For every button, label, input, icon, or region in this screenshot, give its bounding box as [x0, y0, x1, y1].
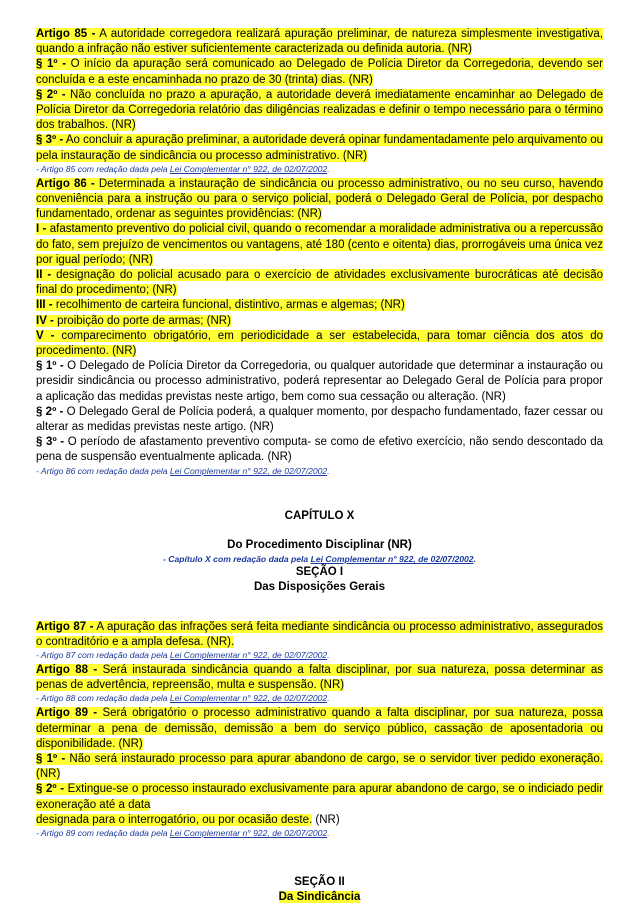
- note-text: .: [327, 465, 330, 476]
- item-text: proibição do porte de armas; (NR): [53, 314, 231, 327]
- law-link[interactable]: Lei Complementar n° 922, de 02/07/2002: [310, 554, 474, 565]
- article-85: [36, 27, 603, 57]
- article-89: [36, 706, 603, 752]
- section-2-subtitle-text: Da Sindicância: [278, 891, 361, 904]
- item-head: II -: [36, 269, 52, 282]
- paragraph-head: § 3º -: [36, 134, 64, 147]
- article-86-item-i: [36, 222, 603, 268]
- paragraph-head: § 3º -: [36, 436, 65, 449]
- note-text: - Artigo 89 com redação dada pela: [36, 827, 170, 838]
- article-88-note: [36, 693, 603, 704]
- article-89-note: [36, 828, 603, 839]
- spacer: [36, 524, 603, 538]
- paragraph-text: designada para o interrogatório, ou por ocasião deste.: [36, 813, 313, 826]
- item-text: afastamento preventivo do policial civil, quando o recomendar a moralidade administrativa ou a repercussão do fato, sem prejuízo de vencimentos ou vantagens, até 180 (cento e oitenta) dias, prorrogáveis uma única vez por igual período; (NR): [36, 223, 603, 266]
- article-87-head: Artigo 87 -: [36, 620, 94, 633]
- article-85-head: Artigo 85 -: [36, 28, 96, 40]
- paragraph-head: § 1º -: [36, 360, 64, 373]
- article-87-text: A apuração das infrações será feita mediante sindicância ou processo administrativo, assegurados o contraditório e a ampla defesa. (NR).: [36, 620, 603, 648]
- note-text: - Artigo 86 com redação dada pela: [36, 465, 170, 476]
- note-text: .: [327, 649, 330, 660]
- law-link[interactable]: Lei Complementar n° 922, de 02/07/2002: [169, 827, 328, 838]
- item-head: IV -: [36, 314, 54, 327]
- note-text: .: [327, 827, 330, 838]
- item-text: designação do policial acusado para o exercício de atividades exclusivamente burocráticas até decisão final do procedimento; (NR): [36, 269, 603, 297]
- spacer: [36, 841, 603, 875]
- paragraph-text: O Delegado Geral de Polícia poderá, a qualquer momento, por despacho fundamentado, fazer cessar ou alterar as medidas previstas neste artigo. (NR): [36, 405, 603, 434]
- article-86-item-iv: [36, 314, 603, 329]
- article-86: [36, 177, 603, 223]
- note-text: .: [473, 554, 476, 565]
- article-88-head: Artigo 88 -: [36, 663, 98, 676]
- note-text: - Artigo 88 com redação dada pela: [36, 693, 170, 704]
- section-1-subtitle: Das Disposições Gerais: [253, 581, 386, 594]
- article-89-text: Será obrigatório o processo administrativo quando a falta disciplinar, por sua natureza, possa determinar a pena de demissão, demissão a bem do serviço público, cassação de aposentadoria ou disponibilidade. (NR): [36, 707, 603, 750]
- paragraph-text: Não será instaurado processo para apurar abandono de cargo, se o servidor tiver pedido exoneração. (NR): [36, 752, 604, 781]
- article-86-item-ii: [36, 268, 603, 298]
- article-86-note: [36, 466, 603, 477]
- paragraph-head: § 2º -: [36, 405, 64, 418]
- section-2-title: SEÇÃO II: [294, 875, 345, 888]
- article-89-paragraph-2: [36, 782, 603, 828]
- article-85-note: [36, 164, 603, 175]
- article-87: [36, 620, 603, 650]
- paragraph-text: O período de afastamento preventivo computa- se como de efetivo exercício, não sendo descontado da pena de suspensão eventualmente aplicada. (NR): [36, 436, 603, 464]
- article-86-item-iii: [36, 298, 603, 313]
- law-link[interactable]: Lei Complementar n° 922, de 02/07/2002: [169, 693, 328, 704]
- item-head: V -: [36, 329, 55, 342]
- note-text: - Artigo 85 com redação dada pela: [36, 163, 170, 174]
- note-text: .: [327, 693, 330, 704]
- law-link[interactable]: Lei Complementar n° 922, de 02/07/2002: [169, 163, 328, 174]
- article-86-paragraph-3: [36, 435, 603, 465]
- spacer: [36, 596, 603, 620]
- document-content: [36, 27, 603, 905]
- note-text: - Artigo 87 com redação dada pela: [36, 649, 170, 660]
- article-88: [36, 663, 603, 693]
- article-85-paragraph-3: [36, 133, 603, 163]
- article-89-head: Artigo 89 -: [36, 707, 98, 720]
- chapter-note: [36, 553, 603, 565]
- item-text: recolhimento de carteira funcional, distintivo, armas e algemas; (NR): [52, 299, 405, 312]
- paragraph-text: Não concluída no prazo a apuração, a autoridade deverá imediatamente encaminhar ao Delegado de Polícia Diretor da Corregedoria relatório das diligências realizadas e definir o tempo necessário para o término dos trabalhos. (NR): [36, 88, 603, 132]
- note-text: .: [327, 163, 330, 174]
- article-86-text: Determinada a instauração de sindicância ou processo administrativo, ou no seu curso, havendo conveniência para a instrução ou para o serviço policial, poderá o Delegado Geral de Polícia, por despacho fundamentado, ordenar as seguintes providências: (NR): [36, 177, 603, 221]
- article-86-paragraph-2: [36, 405, 603, 435]
- paragraph-tail: (NR): [312, 813, 340, 826]
- article-86-head: Artigo 86 -: [36, 177, 95, 190]
- article-86-paragraph-1: [36, 359, 603, 405]
- article-85-paragraph-2: [36, 88, 603, 134]
- article-89-paragraph-1: [36, 752, 603, 782]
- paragraph-text: O início da apuração será comunicado ao Delegado de Polícia Diretor da Corregedoria, devendo ser concluída e a este encaminhada no prazo de 30 (trinta) dias. (NR): [36, 58, 603, 86]
- paragraph-head: § 2º -: [36, 88, 66, 101]
- article-85-text: A autoridade corregedora realizará apuração preliminar, de natureza simplesmente investigativa, quando a infração não estiver suficientemente caracterizada ou definida autoria. (NR): [36, 28, 604, 56]
- paragraph-head: § 1º -: [36, 58, 67, 71]
- article-86-item-v: [36, 329, 603, 359]
- article-88-text: Será instaurada sindicância quando a falta disciplinar, por sua natureza, possa determinar as penas de advertência, repreensão, multa e suspensão. (NR): [36, 663, 603, 692]
- law-link[interactable]: Lei Complementar n° 922, de 02/07/2002: [169, 649, 328, 660]
- article-87-note: [36, 650, 603, 661]
- spacer: [36, 479, 603, 509]
- paragraph-text: Extingue-se o processo instaurado exclusivamente para apurar abandono de cargo, se o indiciado pedir exoneração até a data: [36, 783, 603, 811]
- item-head: III -: [36, 299, 53, 312]
- paragraph-text: O Delegado de Polícia Diretor da Corregedoria, ou qualquer autoridade que determinar a instauração ou presidir sindicância ou processo administrativo, poderá representar ao Delegado Geral de Polícia para propor a aplicação das medidas previstas neste artigo, bem como sua cessação ou alteração. (NR): [36, 360, 603, 403]
- item-head: I -: [36, 223, 47, 236]
- paragraph-head: § 2º -: [36, 783, 65, 796]
- paragraph-text: Ao concluir a apuração preliminar, a autoridade deverá opinar fundamentadamente pelo arquivamento ou pela instauração de sindicância ou processo administrativo. (NR): [36, 134, 603, 162]
- chapter-title: CAPÍTULO X: [284, 509, 355, 522]
- note-text: - Capítulo X com redação dada pela: [163, 554, 311, 565]
- paragraph-head: § 1º -: [36, 752, 66, 765]
- chapter-subtitle: Do Procedimento Disciplinar (NR): [227, 538, 412, 551]
- article-85-paragraph-1: [36, 57, 603, 87]
- section-1-title: SEÇÃO I: [295, 566, 344, 579]
- law-link[interactable]: Lei Complementar n° 922, de 02/07/2002: [169, 465, 328, 476]
- item-text: comparecimento obrigatório, em periodicidade a ser estabelecida, para tomar ciência dos atos do procedimento. (NR): [36, 329, 604, 358]
